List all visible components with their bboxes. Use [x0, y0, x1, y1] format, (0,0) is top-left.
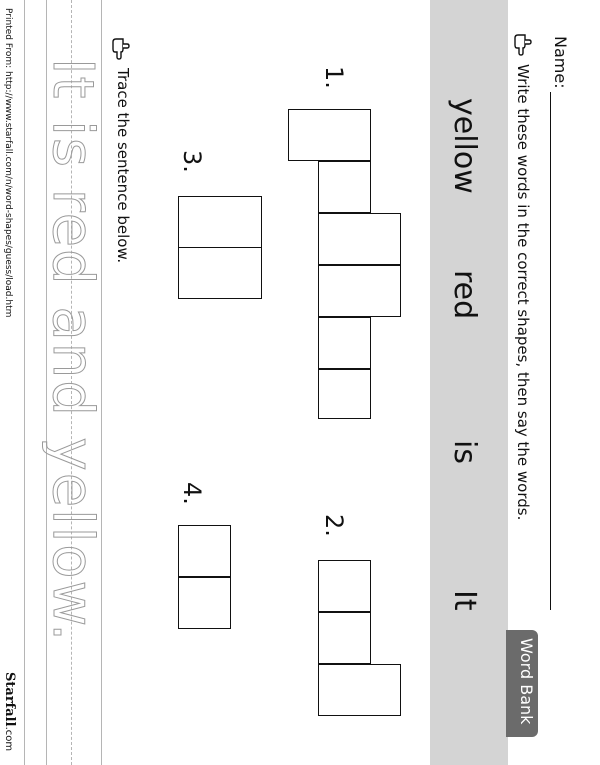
instruction-text: Write these words in the correct shapes, then say the words. — [514, 64, 532, 521]
name-line[interactable] — [550, 92, 551, 610]
letter-box[interactable] — [318, 560, 371, 612]
word-bank-word-is: is — [447, 440, 482, 464]
letter-box[interactable] — [318, 369, 371, 419]
letter-box[interactable] — [178, 577, 231, 629]
letter-box[interactable] — [318, 161, 371, 213]
starfall-logo — [2, 672, 17, 751]
letter-box[interactable] — [318, 612, 371, 664]
word-bank-word-red: red — [447, 270, 482, 320]
name-label: Name: — [551, 36, 570, 89]
shape-number-3: 3. — [178, 150, 206, 173]
printed-from-text: Printed From: http://www.starfall.com/n/word-shapes/guess/load.htm — [3, 8, 13, 318]
letter-box[interactable] — [288, 109, 371, 161]
word-bank-title: Word Bank — [517, 638, 536, 725]
letter-box[interactable] — [318, 265, 401, 317]
starfall-logo-name: Starfall — [2, 672, 17, 727]
trace-sentence[interactable]: It is red and yellow. — [40, 58, 105, 643]
word-bank-word-it: It — [447, 590, 482, 611]
shape-number-2: 2. — [320, 514, 348, 537]
letter-box[interactable] — [178, 196, 262, 248]
letter-box[interactable] — [178, 525, 231, 577]
pointing-hand-icon — [109, 36, 133, 60]
shape-number-1: 1. — [320, 66, 348, 89]
letter-box[interactable] — [318, 317, 371, 369]
letter-box[interactable] — [318, 213, 401, 265]
word-bank-word-yellow: yellow — [447, 98, 482, 194]
letter-box[interactable] — [178, 247, 262, 299]
pointing-hand-icon — [511, 32, 535, 56]
trace-instruction: Trace the sentence below. — [114, 68, 132, 264]
handwriting-bottom-line — [24, 0, 25, 765]
starfall-logo-suffix: .com — [3, 726, 14, 752]
shape-number-4: 4. — [178, 482, 206, 505]
letter-box[interactable] — [318, 664, 401, 716]
